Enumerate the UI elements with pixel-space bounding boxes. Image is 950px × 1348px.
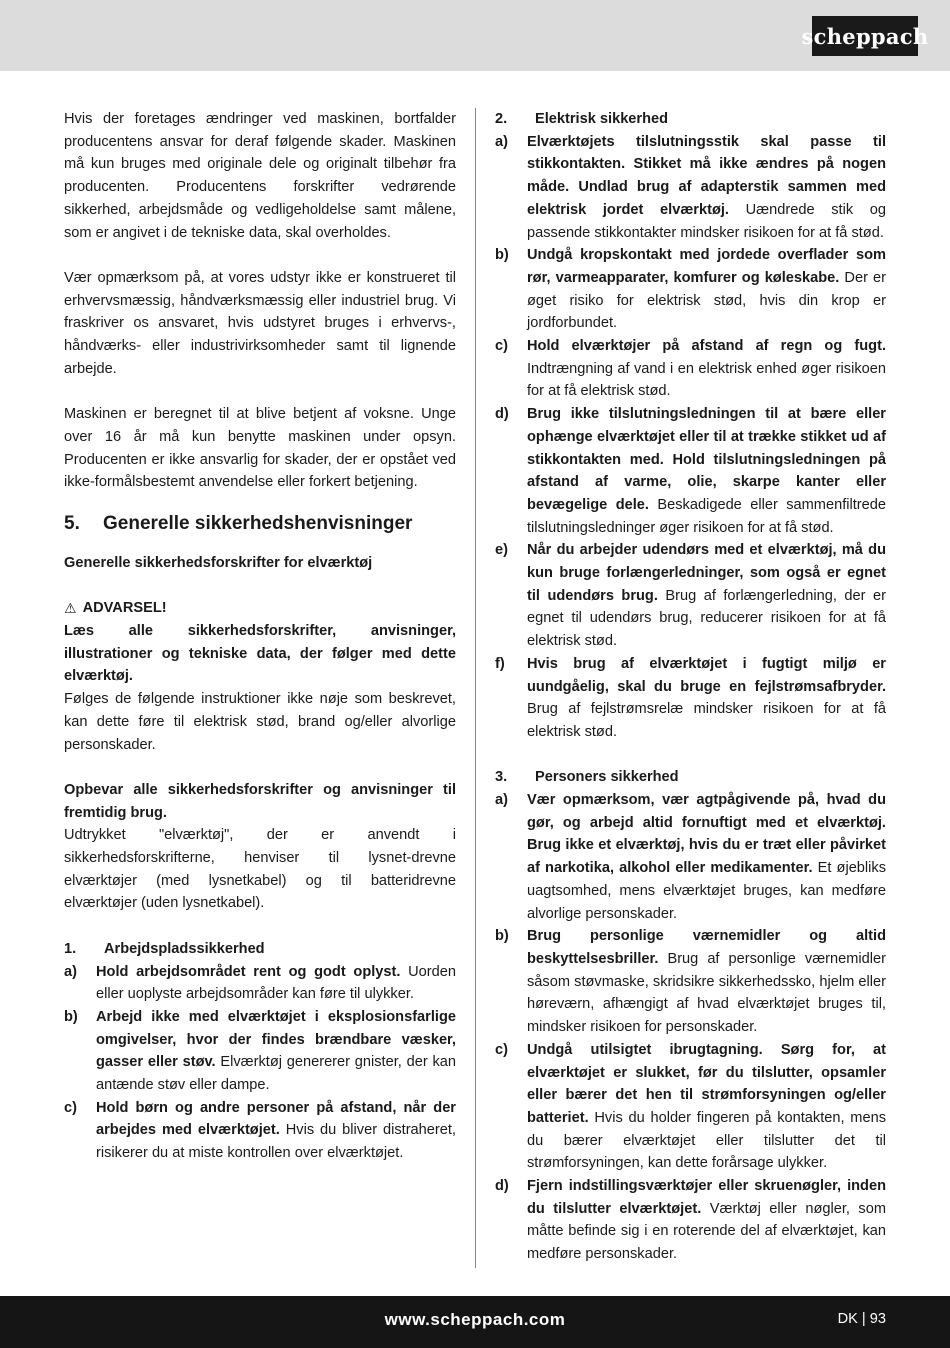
left-column — [64, 108, 456, 1165]
list-item-body — [527, 539, 886, 653]
paragraph-modifications: Hvis der foretages ændringer ved maskinen, bortfalder producentens ansvar for deraf følgende skader. Maskinen må kun bruges med originale dele og originalt tilbehør fra producenten. Producentens forskrifter vedrørende sikkerhed, arbejdsmåde og vedligeholdelse samt målene, som er angivet i de tekniske data, skal overholdes. — [64, 111, 456, 241]
list-item-bold-text: Hvis brug af elværktøjet i fugtigt miljø er uundgåelig, skal du bruge en fejlstrømsafbryder. — [527, 655, 886, 695]
list-item-bold-text: Brug ikke tilslutningsledningen til at bære eller ophænge elværktøjet eller til at trække stikket ud af stikkontakten med. Hold tilslutningsledningen på afstand af varme, olie, skarpe kanter eller bevægelige dele. — [527, 406, 886, 513]
section-heading — [64, 510, 456, 538]
list-item-bold-text: Vær opmærksom, vær agtpågivende på, hvad du gør, og arbejd altid fornuftigt med et elværktøj. Brug ikke et elværktøj, hvis du er træt eller påvirket af narkotika, alkohol eller medikamenter. — [527, 792, 886, 877]
subsection-title: Personers sikkerhed — [535, 769, 679, 786]
list-item — [495, 653, 886, 744]
right-column — [495, 108, 886, 1266]
list-item-label: b) — [495, 928, 509, 945]
subsection-heading-1 — [64, 938, 456, 961]
list-item-label: e) — [495, 542, 508, 559]
list-item-label: a) — [495, 792, 508, 809]
list-item-bold-text: Når du arbejder udendørs med et elværktøj, må du kun bruge forlængerledninger, som også er egnet til udendørs brug. — [527, 542, 886, 604]
list-item-text: Hvis du holder fingeren på kontakten, mens du bærer elværktøjet eller tilslutter det til strømforsyningen, kan dette forårsage ulykker. — [527, 1109, 886, 1172]
list-item — [495, 1175, 886, 1266]
warning-triangle-icon: ⚠ — [64, 600, 77, 617]
electrical-safety-list — [495, 131, 886, 744]
list-item-bold-text: Elværktøjets tilslutningsstik skal passe til stikkontakten. Stikket må ikke ændres på nogen måde. Undlad brug af adapterstik sammen med elektrisk jordet elværktøj. — [527, 133, 886, 218]
list-item-text: Elværktøj genererer gnister, der kan antænde støv eller dampe. — [96, 1054, 456, 1094]
page-header — [0, 0, 950, 71]
website-link[interactable]: www.scheppach.com — [384, 1310, 566, 1329]
list-item-body — [96, 1006, 456, 1097]
list-item — [495, 244, 886, 335]
list-item-body — [527, 244, 886, 335]
subsection-number: 3. — [495, 769, 508, 786]
personal-safety-list — [495, 789, 886, 1266]
list-item-text: Brug af forlængerledning, der er egnet til udendørs brug, reducerer risikoen for at få elektrisk stød. — [527, 587, 886, 650]
warning-label: ADVARSEL! — [82, 600, 167, 617]
list-item-text: Uorden eller uoplyste arbejdsområder kan føre til ulykker. — [96, 963, 456, 1003]
list-item-text: Indtrængning af vand i en elektrisk enhed øger risikoen for at få elektrisk stød. — [527, 360, 886, 400]
list-item-text: Uændrede stik og passende stikkontakter mindsker risikoen for at få stød. — [527, 201, 886, 241]
subsection-number: 1. — [64, 940, 77, 957]
subsection-heading-2 — [495, 108, 886, 131]
list-item-label: f) — [495, 655, 505, 672]
list-item-label: d) — [495, 1178, 509, 1195]
list-item — [495, 335, 886, 403]
list-item-label: c) — [495, 338, 508, 355]
list-item-label: c) — [64, 1099, 77, 1116]
workplace-safety-list — [64, 961, 456, 1165]
list-item — [64, 961, 456, 1006]
list-item-bold-text: Hold arbejdsområdet rent og godt oplyst. — [96, 963, 401, 980]
scheppach-logo: scheppach — [812, 16, 918, 56]
list-item-body — [96, 1097, 456, 1165]
list-item-body — [527, 131, 886, 245]
list-item-body — [527, 1175, 886, 1266]
list-item — [64, 1097, 456, 1165]
list-item-label: c) — [495, 1041, 508, 1058]
list-item-bold-text: Arbejd ikke med elværktøjet i eksplosionsfarlige omgivelser, hvor der findes brændbare væsker, gasser eller støv. — [96, 1008, 456, 1071]
list-item — [495, 539, 886, 653]
list-item-text: Værktøj eller nøgler, som måtte befinde sig i en roterende del af elværktøjet, kan medføre personskader. — [527, 1200, 886, 1263]
paragraph-intended-use: Vær opmærksom på, at vores udstyr ikke er konstrueret til erhvervsmæssig, håndværksmæssig eller industriel brug. Vi fraskriver os ansvaret, hvis udstyret bruges i erhvervs-, håndværks- eller industrivirksomheder samt til lignende arbejde. — [64, 269, 456, 377]
list-item-text: Hvis du bliver distraheret, risikerer du at miste kontrollen over elværktøjet. — [96, 1122, 456, 1162]
list-item-body — [527, 925, 886, 1039]
list-item-body — [527, 335, 886, 403]
list-item-text: Et øjebliks uagtsomhed, mens elværktøjet bruges, kan medføre alvorlige personskader. — [527, 860, 887, 922]
page-number: DK | 93 — [837, 1311, 886, 1327]
subsection-title: Elektrisk sikkerhed — [535, 111, 669, 127]
paragraph-operators: Maskinen er beregnet til at blive betjent af voksne. Unge over 16 år må kun benytte maskinen under opsyn. Producenten er ikke ansvarlig for skader, der er opstået ved ikke-formålsbestemt anvendelse eller forkert betjening. — [64, 406, 456, 491]
list-item-body — [527, 403, 886, 539]
subtitle: Generelle sikkerhedsforskrifter for elværktøj — [64, 554, 373, 571]
subsection-number: 2. — [495, 111, 508, 127]
list-item — [495, 1039, 886, 1175]
column-divider — [475, 108, 476, 1268]
list-item-bold-text: Brug personlige værnemidler og altid beskyttelsesbriller. — [527, 928, 886, 967]
list-item-bold-text: Undgå utilsigtet ibrugtagning. Sørg for, at elværktøjet er slukket, før du tilslutter, opsamler eller bærer det hen til strømforsyningen og/eller batteriet. — [527, 1041, 886, 1126]
list-item — [64, 1006, 456, 1097]
list-item-body — [96, 961, 456, 1006]
list-item-text: Der er øget risiko for elektrisk stød, hvis din krop er jordforbundet. — [527, 269, 886, 332]
list-item — [495, 925, 886, 1039]
list-item-text: Brug af fejlstrømsrelæ mindsker risikoen for at få elektrisk stød. — [527, 701, 886, 740]
warning-bold-text: Læs alle sikkerhedsforskrifter, anvisninger, illustrationer og tekniske data, der følger med dette elværktøj. — [64, 623, 456, 685]
keep-instructions-bold: Opbevar alle sikkerhedsforskrifter og anvisninger til fremtidig brug. — [64, 781, 456, 821]
list-item-text: Beskadigede eller sammenfiltrede tilslutningsledninger øger risikoen for at få stød. — [527, 496, 886, 536]
list-item-label: b) — [64, 1008, 78, 1025]
list-item-bold-text: Fjern indstillingsværktøjer eller skruenøgler, inden du tilslutter elværktøjet. — [527, 1178, 886, 1217]
list-item-label: d) — [495, 406, 509, 423]
list-item — [495, 789, 886, 925]
list-item-text: Brug af personlige værnemidler såsom støvmaske, skridsikre sikkerhedssko, hjelm eller høreværn, afhængigt af hvad elværktøjet bruges til, mindsker risikoen for personskader. — [527, 951, 886, 1036]
list-item-bold-text: Hold elværktøjer på afstand af regn og fugt. — [527, 338, 886, 355]
list-item-bold-text: Hold børn og andre personer på afstand, når der arbejdes med elværktøjet. — [96, 1099, 456, 1139]
warning-text: Følges de følgende instruktioner ikke nøje som beskrevet, kan dette føre til elektrisk stød, brand og/eller alvorlige personskader. — [64, 691, 456, 753]
list-item-body — [527, 653, 886, 744]
list-item-bold-text: Undgå kropskontakt med jordede overflader som rør, varmeapparater, komfurer og køleskabe. — [527, 247, 886, 286]
section-title: Generelle sikkerhedshenvisninger — [103, 512, 413, 534]
page-footer — [0, 1296, 950, 1348]
list-item — [495, 403, 886, 539]
list-item-label: b) — [495, 247, 509, 264]
keep-instructions-text: Udtrykket "elværktøj", der er anvendt i sikkerhedsforskrifterne, henviser til lysnet-drevne elværktøjer (med lysnetkabel) og til batteridrevne elværktøjer (uden lysnetkabel). — [64, 827, 456, 912]
list-item — [495, 131, 886, 245]
subsection-heading-3 — [495, 766, 886, 789]
list-item-label: a) — [64, 963, 77, 980]
list-item-body — [527, 1039, 886, 1175]
warning-heading — [64, 597, 456, 620]
subsection-title: Arbejdspladssikkerhed — [104, 940, 265, 957]
section-number: 5. — [64, 512, 80, 534]
list-item-body — [527, 789, 886, 925]
list-item-label: a) — [495, 133, 508, 150]
